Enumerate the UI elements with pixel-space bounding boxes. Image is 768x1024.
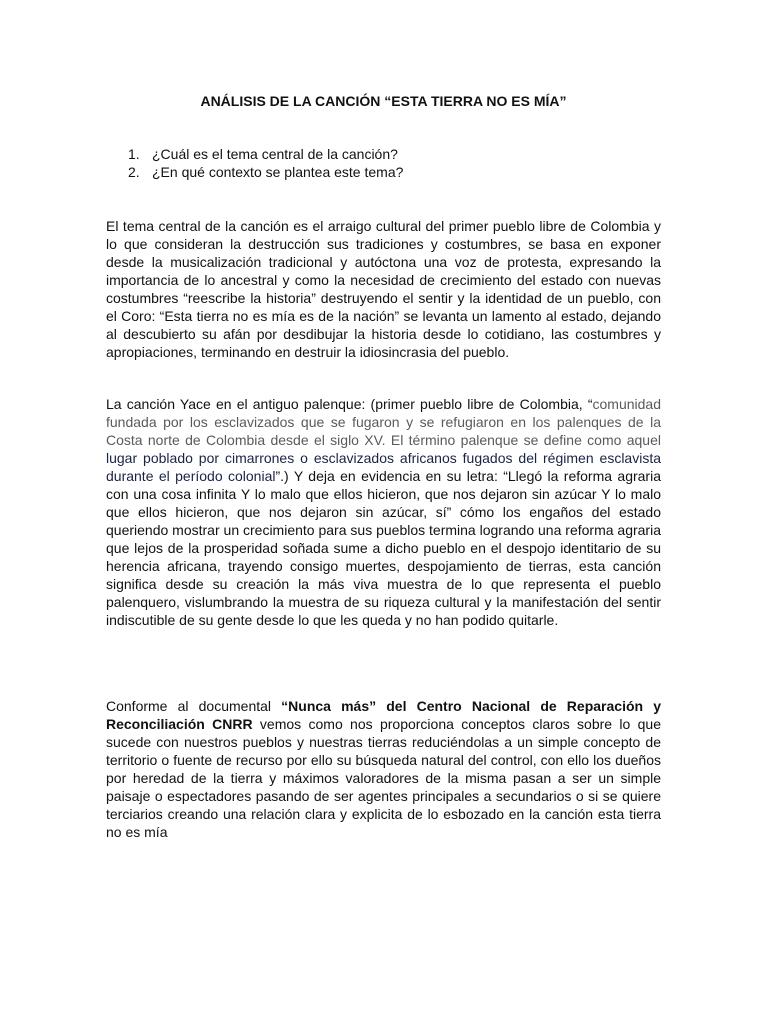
paragraph-documentary bbox=[106, 697, 661, 841]
documentary-rest: vemos como nos proporciona conceptos claros sobre lo que sucede con nuestros pueblos y nuestras tierras reduciéndolas a un simple concepto de territorio o fuente de recurso por ello su búsqueda natural del control, con ello los dueños por heredad de la tierra y máximos valoradores de la misma pasan a ser un simple paisaje o espectadores pasando de ser agentes principales a secundarios o si se quiere terciarios creando una relación clara y explicita de lo esbozado en la canción esta tierra no es mía bbox=[106, 716, 661, 840]
context-intro: La canción Yace en el antiguo palenque: (primer pueblo libre de Colombia, “ bbox=[106, 396, 593, 412]
question-text: ¿Cuál es el tema central de la canción? bbox=[152, 146, 398, 162]
list-item bbox=[106, 145, 661, 163]
page-title: ANÁLISIS DE LA CANCIÓN “ESTA TIERRA NO ES MÍA” bbox=[200, 93, 567, 109]
documentary-title: “Nunca más” del Centro Nacional de Reparación y Reconciliación CNRR bbox=[106, 698, 661, 732]
lyrics-line: Y lo malo que ellos hicieron, que nos dejaron sin azúcar bbox=[240, 486, 597, 502]
question-list bbox=[106, 145, 661, 181]
paragraph-central-theme: El tema central de la canción es el arraigo cultural del primer pueblo libre de Colombia y lo que consideran la destrucción sus tradiciones y costumbres, se basa en exponer desde la musicalización tradicional y autóctona una voz de protesta, expresando la importancia de lo ancestral y como la necesidad de crecimiento del estado con nuevas costumbres “reescribe la historia” destruyendo el sentir y la identidad de un pueblo, con el Coro: “Esta tierra no es mía es de la nación” se levanta un lamento al estado, dejando al descubierto su afán por desdibujar la historia desde lo cotidiano, las costumbres y apropiaciones, terminando en destruir la idiosincrasia del pueblo. bbox=[106, 218, 661, 360]
documentary-intro: Conforme al documental bbox=[106, 698, 282, 714]
paragraph-context bbox=[106, 395, 661, 629]
quoted-definition: comunidad fundada por los esclavizados que se fugaron y se refugiaron en los palenques de la Costa norte de Colombia desde el siglo XV. El término palenque se define como aquel bbox=[106, 396, 661, 448]
list-item bbox=[106, 163, 661, 181]
question-text: ¿En qué contexto se plantea este tema? bbox=[152, 164, 404, 180]
question-number: 1. bbox=[128, 146, 140, 162]
context-rest: Y lo malo que ellos hicieron, que nos dejaron sin azúcar, sí” cómo los engaños del estado queriendo mostrar un crecimiento para sus pueblos termina logrando una reforma agraria que lejos de la prosperidad soñada sume a dicho pueblo en el despojo identitario de su herencia africana, trayendo consigo muertes, despojamiento de tierras, esta canción significa desde su creación la más viva muestra de lo que representa el pueblo palenquero, vislumbrando la muestra de su riqueza cultural y la manifestación del sentir indiscutible de su gente desde lo que les queda y no han podido quitarle. bbox=[106, 486, 662, 628]
question-number: 2. bbox=[128, 164, 140, 180]
quoted-definition-link: lugar poblado por cimarrones o esclavizados africanos fugados del régimen esclavista durante el período colonial bbox=[106, 450, 661, 484]
lyrics-intro: ”.) Y deja en evidencia en su letra: “Llegó la reforma agraria con una cosa infinita bbox=[106, 468, 661, 502]
